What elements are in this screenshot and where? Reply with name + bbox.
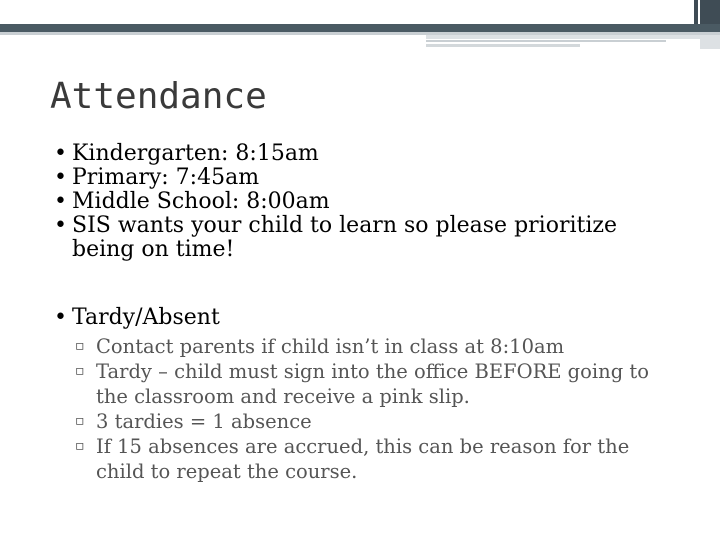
bullet-dot-icon: •	[54, 141, 67, 166]
header-band	[0, 0, 720, 24]
bullet-text: Primary: 7:45am	[72, 165, 260, 190]
sub-bullet-item	[73, 334, 672, 359]
bullet-text: Middle School: 8:00am	[72, 189, 330, 214]
header-light-stripe-5	[700, 35, 720, 49]
section-heading-item	[52, 306, 672, 484]
slide-title: Attendance	[50, 76, 267, 117]
sub-bullet-item	[73, 409, 672, 434]
header-light-stripe-4	[426, 44, 580, 47]
bullet-dot-icon: •	[54, 189, 67, 214]
header-light-stripe-3	[426, 40, 666, 42]
header-dark-stripe	[0, 24, 720, 32]
bullet-dot-icon: •	[54, 305, 67, 330]
bullet-dot-icon: •	[54, 213, 67, 238]
bullet-text: SIS wants your child to learn so please prioritize being on time!	[72, 213, 617, 262]
section-list	[52, 306, 672, 484]
bullet-dot-icon: •	[54, 165, 67, 190]
bullet-item	[52, 190, 672, 214]
sub-bullet-text: Contact parents if child isn’t in class at 8:10am	[96, 335, 565, 358]
bullet-list	[52, 142, 672, 262]
square-bullet-icon: ▫	[75, 413, 85, 429]
bullet-item	[52, 214, 672, 262]
bullet-item	[52, 166, 672, 190]
section-heading: Tardy/Absent	[72, 305, 220, 330]
sub-bullet-text: 3 tardies = 1 absence	[96, 410, 312, 433]
header-light-stripe-2	[426, 35, 720, 39]
header-corner-block	[700, 0, 720, 24]
sub-bullet-item	[73, 434, 672, 484]
header-corner-block-thin	[694, 0, 698, 24]
bullet-item	[52, 142, 672, 166]
sub-bullet-list	[72, 334, 672, 484]
sub-bullet-text: If 15 absences are accrued, this can be reason for the child to repeat the course.	[96, 435, 630, 483]
sub-bullet-text: Tardy – child must sign into the office BEFORE going to the classroom and receive a pink slip.	[96, 360, 649, 408]
square-bullet-icon: ▫	[75, 338, 85, 354]
square-bullet-icon: ▫	[75, 363, 85, 379]
square-bullet-icon: ▫	[75, 438, 85, 454]
bullet-text: Kindergarten: 8:15am	[72, 141, 319, 166]
sub-bullet-item	[73, 359, 672, 409]
